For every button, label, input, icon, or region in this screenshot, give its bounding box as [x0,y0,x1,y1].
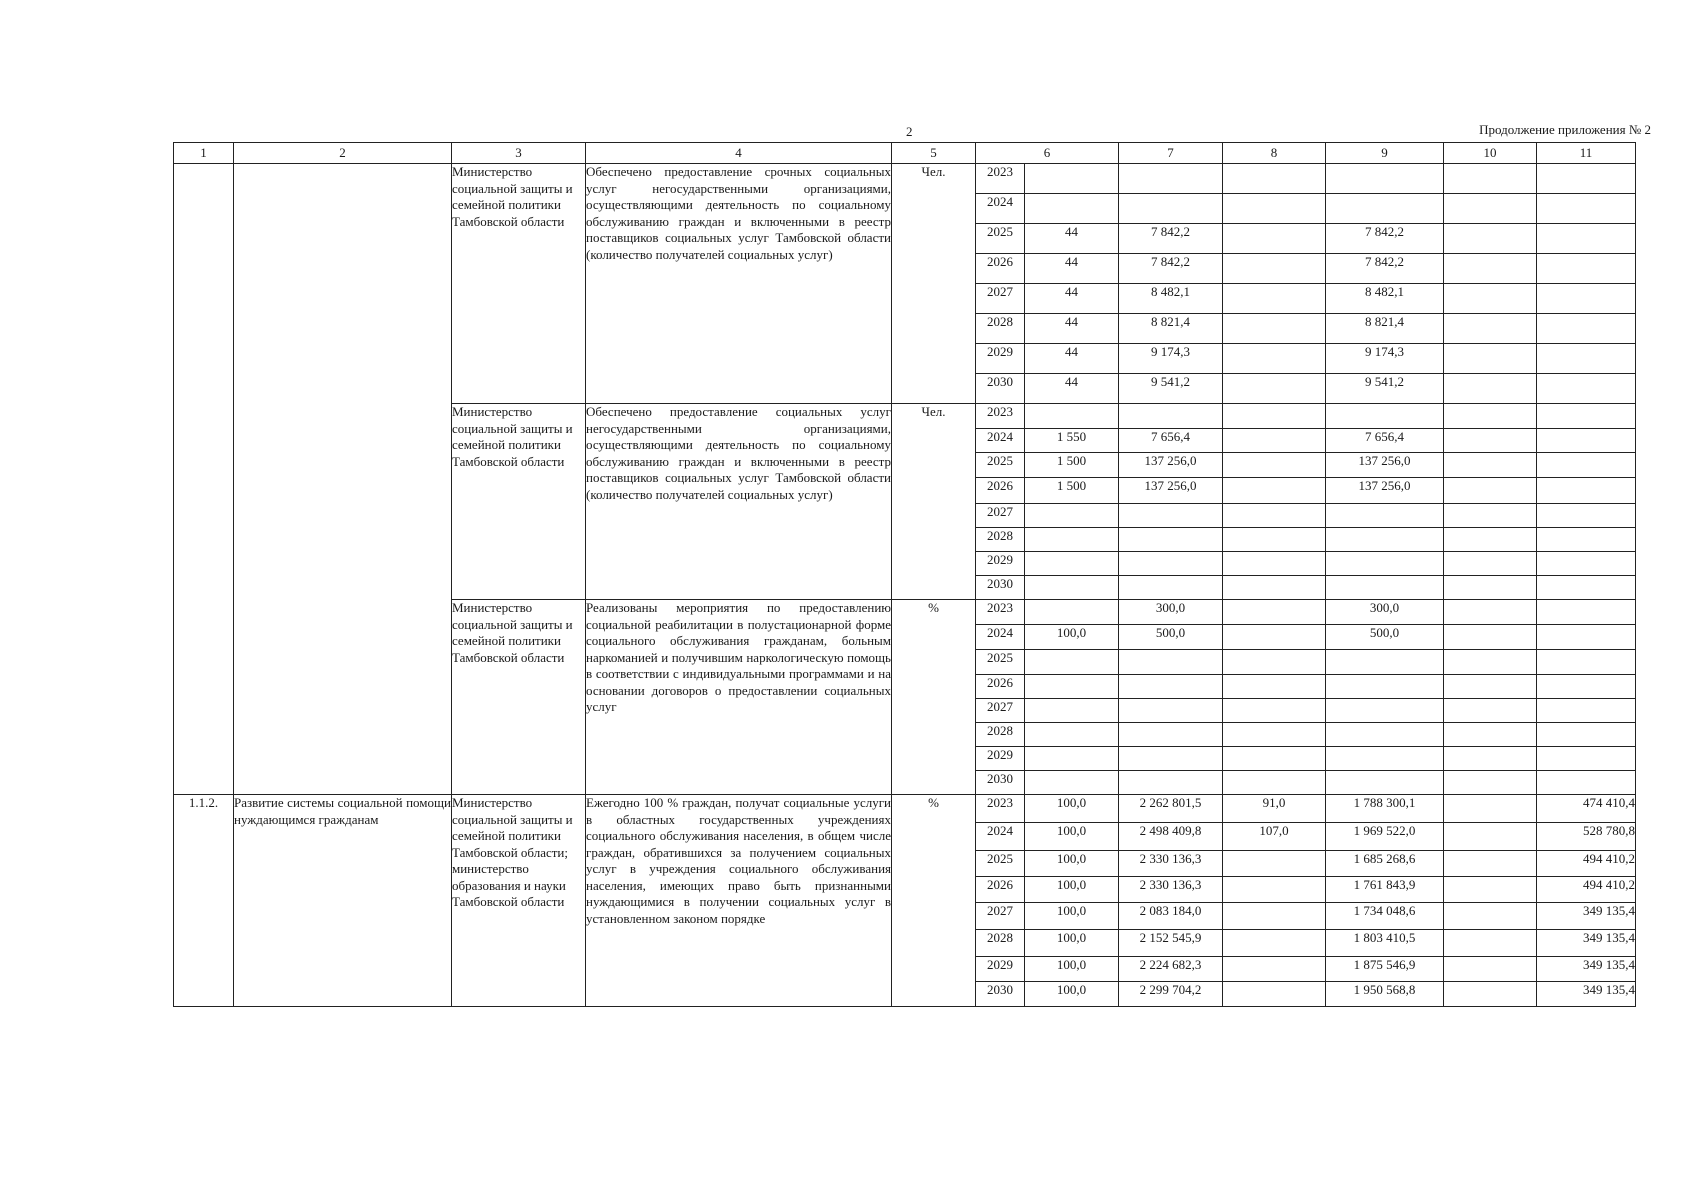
col8-cell [1223,699,1326,723]
col8-cell [1223,314,1326,344]
year-cell: 2024 [976,429,1025,453]
col7-cell: 9 174,3 [1119,344,1223,374]
col11-cell [1537,723,1636,747]
col11-cell: 494 410,2 [1537,877,1636,903]
col11-cell [1537,404,1636,429]
col8-cell [1223,453,1326,478]
col9-cell: 1 950 568,8 [1326,982,1444,1007]
col8-cell [1223,194,1326,224]
col9-cell [1326,771,1444,795]
col9-cell: 1 734 048,6 [1326,903,1444,930]
col8-cell [1223,404,1326,429]
col9-cell: 9 174,3 [1326,344,1444,374]
col8-cell [1223,771,1326,795]
col7-cell: 8 482,1 [1119,284,1223,314]
executor-cell: Министерство социальной защиты и семейной политики Тамбовской области [452,600,586,795]
result-cell: Реализованы мероприятия по предоставлению социальной реабилитации в полустационарной форме социального обслуживания гражданам, больным наркоманией и получившим наркологическую помощь в соответствии с индивидуальными программами и на основании договоров о предоставлении социальных услуг [586,600,892,795]
item-name-cell: Развитие системы социальной помощи нуждающимся гражданам [234,795,452,1007]
col8-cell: 91,0 [1223,795,1326,823]
col8-cell [1223,625,1326,650]
col10-cell [1444,284,1537,314]
col11-cell: 474 410,4 [1537,795,1636,823]
year-cell: 2030 [976,982,1025,1007]
table-row [174,164,1636,194]
col9-cell [1326,504,1444,528]
col11-cell [1537,314,1636,344]
col9-cell: 1 761 843,9 [1326,877,1444,903]
col10-cell [1444,982,1537,1007]
col6-cell [1025,164,1119,194]
table-row [174,795,1636,823]
year-cell: 2027 [976,699,1025,723]
col10-cell [1444,823,1537,851]
column-header: 11 [1537,143,1636,164]
col9-cell: 7 656,4 [1326,429,1444,453]
col6-cell [1025,650,1119,675]
col10-cell [1444,404,1537,429]
year-cell: 2026 [976,877,1025,903]
col7-cell: 2 224 682,3 [1119,957,1223,982]
year-cell: 2028 [976,723,1025,747]
col10-cell [1444,314,1537,344]
col11-cell [1537,429,1636,453]
result-cell: Обеспечено предоставление социальных услуг негосударственными организациями, осуществляющими деятельность по социальному обслуживанию граждан и включенными в реестр поставщиков социальных услуг Тамбовской области (количество получателей социальных услуг) [586,404,892,600]
col11-cell [1537,528,1636,552]
col8-cell [1223,982,1326,1007]
col7-cell [1119,194,1223,224]
col9-cell [1326,552,1444,576]
col9-cell: 1 685 268,6 [1326,851,1444,877]
col7-cell [1119,576,1223,600]
col8-cell [1223,675,1326,699]
col6-cell: 44 [1025,224,1119,254]
col10-cell [1444,478,1537,504]
col10-cell [1444,429,1537,453]
col10-cell [1444,795,1537,823]
col10-cell [1444,552,1537,576]
col9-cell: 500,0 [1326,625,1444,650]
col7-cell: 7 842,2 [1119,254,1223,284]
col9-cell: 8 482,1 [1326,284,1444,314]
col9-cell: 9 541,2 [1326,374,1444,404]
col10-cell [1444,254,1537,284]
column-header: 8 [1223,143,1326,164]
col8-cell [1223,429,1326,453]
col9-cell [1326,723,1444,747]
col7-cell [1119,504,1223,528]
col6-cell: 1 500 [1025,478,1119,504]
col11-cell [1537,374,1636,404]
col10-cell [1444,851,1537,877]
col9-cell [1326,194,1444,224]
col6-cell: 100,0 [1025,930,1119,957]
unit-cell: Чел. [892,164,976,404]
col11-cell [1537,600,1636,625]
column-header: 5 [892,143,976,164]
unit-cell: Чел. [892,404,976,600]
col11-cell [1537,552,1636,576]
col9-cell: 1 788 300,1 [1326,795,1444,823]
col8-cell [1223,877,1326,903]
col6-cell: 100,0 [1025,795,1119,823]
col7-cell [1119,528,1223,552]
year-cell: 2023 [976,404,1025,429]
col6-cell [1025,194,1119,224]
col7-cell: 2 330 136,3 [1119,851,1223,877]
year-cell: 2027 [976,284,1025,314]
col8-cell: 107,0 [1223,823,1326,851]
col8-cell [1223,851,1326,877]
col11-cell [1537,478,1636,504]
unit-cell: % [892,795,976,1007]
col9-cell: 1 875 546,9 [1326,957,1444,982]
col9-cell: 7 842,2 [1326,224,1444,254]
col7-cell [1119,675,1223,699]
col10-cell [1444,600,1537,625]
col8-cell [1223,747,1326,771]
col10-cell [1444,344,1537,374]
year-cell: 2029 [976,957,1025,982]
col11-cell [1537,453,1636,478]
col6-cell: 100,0 [1025,903,1119,930]
year-cell: 2030 [976,771,1025,795]
col10-cell [1444,194,1537,224]
col6-cell: 100,0 [1025,877,1119,903]
col11-cell [1537,699,1636,723]
col6-cell: 44 [1025,344,1119,374]
col7-cell [1119,164,1223,194]
col11-cell: 349 135,4 [1537,930,1636,957]
col8-cell [1223,254,1326,284]
col6-cell [1025,504,1119,528]
col6-cell: 1 500 [1025,453,1119,478]
year-cell: 2023 [976,795,1025,823]
col9-cell: 300,0 [1326,600,1444,625]
col8-cell [1223,374,1326,404]
col7-cell: 137 256,0 [1119,478,1223,504]
col11-cell [1537,254,1636,284]
col9-cell: 8 821,4 [1326,314,1444,344]
col11-cell [1537,625,1636,650]
col9-cell [1326,699,1444,723]
col9-cell [1326,650,1444,675]
column-header: 6 [976,143,1119,164]
program-table [173,142,1636,1007]
col10-cell [1444,504,1537,528]
col11-cell [1537,344,1636,374]
col11-cell [1537,650,1636,675]
unit-cell: % [892,600,976,795]
col6-cell: 100,0 [1025,625,1119,650]
item-code-cell [174,164,234,795]
col7-cell: 2 262 801,5 [1119,795,1223,823]
year-cell: 2024 [976,823,1025,851]
col6-cell [1025,552,1119,576]
col10-cell [1444,903,1537,930]
year-cell: 2025 [976,851,1025,877]
col6-cell: 100,0 [1025,982,1119,1007]
year-cell: 2026 [976,675,1025,699]
col6-cell: 100,0 [1025,957,1119,982]
col8-cell [1223,957,1326,982]
column-number-row [174,143,1636,164]
page-number: 2 [906,124,913,139]
col7-cell: 9 541,2 [1119,374,1223,404]
col6-cell: 1 550 [1025,429,1119,453]
col10-cell [1444,576,1537,600]
col6-cell: 44 [1025,314,1119,344]
col6-cell [1025,699,1119,723]
column-header: 10 [1444,143,1537,164]
col7-cell [1119,699,1223,723]
col10-cell [1444,528,1537,552]
col8-cell [1223,284,1326,314]
col9-cell [1326,576,1444,600]
col8-cell [1223,528,1326,552]
year-cell: 2029 [976,552,1025,576]
col8-cell [1223,552,1326,576]
col8-cell [1223,164,1326,194]
col9-cell: 137 256,0 [1326,478,1444,504]
col7-cell: 7 656,4 [1119,429,1223,453]
col6-cell: 100,0 [1025,851,1119,877]
item-code-cell: 1.1.2. [174,795,234,1007]
column-header: 9 [1326,143,1444,164]
col6-cell: 44 [1025,374,1119,404]
col9-cell [1326,528,1444,552]
col8-cell [1223,650,1326,675]
year-cell: 2025 [976,453,1025,478]
col8-cell [1223,344,1326,374]
year-cell: 2028 [976,930,1025,957]
year-cell: 2023 [976,164,1025,194]
column-header: 1 [174,143,234,164]
col9-cell [1326,404,1444,429]
col7-cell [1119,404,1223,429]
year-cell: 2024 [976,625,1025,650]
col7-cell [1119,552,1223,576]
col10-cell [1444,164,1537,194]
col10-cell [1444,930,1537,957]
col6-cell [1025,723,1119,747]
col8-cell [1223,478,1326,504]
col10-cell [1444,957,1537,982]
year-cell: 2028 [976,528,1025,552]
col10-cell [1444,771,1537,795]
col6-cell [1025,600,1119,625]
col11-cell: 528 780,8 [1537,823,1636,851]
year-cell: 2024 [976,194,1025,224]
col8-cell [1223,930,1326,957]
year-cell: 2023 [976,600,1025,625]
col8-cell [1223,224,1326,254]
col7-cell [1119,747,1223,771]
col6-cell: 100,0 [1025,823,1119,851]
col7-cell: 2 330 136,3 [1119,877,1223,903]
col6-cell: 44 [1025,284,1119,314]
col6-cell [1025,576,1119,600]
col9-cell [1326,747,1444,771]
year-cell: 2029 [976,344,1025,374]
year-cell: 2026 [976,478,1025,504]
col7-cell: 2 152 545,9 [1119,930,1223,957]
col11-cell: 349 135,4 [1537,957,1636,982]
col9-cell [1326,164,1444,194]
col11-cell [1537,576,1636,600]
col7-cell: 2 498 409,8 [1119,823,1223,851]
year-cell: 2029 [976,747,1025,771]
col11-cell: 349 135,4 [1537,903,1636,930]
executor-cell: Министерство социальной защиты и семейной политики Тамбовской области; министерство образования и науки Тамбовской области [452,795,586,1007]
result-cell: Ежегодно 100 % граждан, получат социальные услуги в областных государственных учреждениях социального обслуживания населения, в общем числе граждан, обратившихся за получением социальных услуг в учреждения социального обслуживания населения, имеющих право быть признанными нуждающимися в получении социальных услуг в установленном законом порядке [586,795,892,1007]
col7-cell: 137 256,0 [1119,453,1223,478]
col10-cell [1444,650,1537,675]
col10-cell [1444,675,1537,699]
col10-cell [1444,747,1537,771]
col9-cell: 1 969 522,0 [1326,823,1444,851]
col6-cell: 44 [1025,254,1119,284]
col7-cell [1119,650,1223,675]
column-header: 3 [452,143,586,164]
col8-cell [1223,504,1326,528]
result-cell: Обеспечено предоставление срочных социальных услуг негосударственными организациями, осуществляющими деятельность по социальному обслуживанию граждан и включенными в реестр поставщиков социальных услуг Тамбовской области (количество получателей социальных услуг) [586,164,892,404]
col7-cell: 500,0 [1119,625,1223,650]
col11-cell [1537,194,1636,224]
col10-cell [1444,723,1537,747]
col9-cell: 7 842,2 [1326,254,1444,284]
column-header: 4 [586,143,892,164]
col6-cell [1025,675,1119,699]
col6-cell [1025,528,1119,552]
col7-cell [1119,723,1223,747]
col7-cell: 300,0 [1119,600,1223,625]
col8-cell [1223,723,1326,747]
year-cell: 2030 [976,576,1025,600]
col7-cell: 7 842,2 [1119,224,1223,254]
col9-cell: 137 256,0 [1326,453,1444,478]
col11-cell [1537,164,1636,194]
col11-cell [1537,224,1636,254]
col10-cell [1444,699,1537,723]
col11-cell [1537,284,1636,314]
col11-cell: 349 135,4 [1537,982,1636,1007]
col7-cell [1119,771,1223,795]
col7-cell: 2 299 704,2 [1119,982,1223,1007]
col10-cell [1444,224,1537,254]
col11-cell [1537,747,1636,771]
column-header: 7 [1119,143,1223,164]
col6-cell [1025,404,1119,429]
year-cell: 2025 [976,224,1025,254]
continuation-label: Продолжение приложения № 2 [1479,122,1651,137]
year-cell: 2027 [976,903,1025,930]
executor-cell: Министерство социальной защиты и семейной политики Тамбовской области [452,404,586,600]
item-name-cell [234,164,452,795]
col11-cell [1537,504,1636,528]
col8-cell [1223,600,1326,625]
year-cell: 2030 [976,374,1025,404]
year-cell: 2028 [976,314,1025,344]
col6-cell [1025,747,1119,771]
col8-cell [1223,903,1326,930]
col11-cell [1537,675,1636,699]
year-cell: 2025 [976,650,1025,675]
col10-cell [1444,453,1537,478]
col6-cell [1025,771,1119,795]
year-cell: 2026 [976,254,1025,284]
col10-cell [1444,877,1537,903]
col8-cell [1223,576,1326,600]
col11-cell [1537,771,1636,795]
table-body [174,164,1636,1007]
col7-cell: 2 083 184,0 [1119,903,1223,930]
col10-cell [1444,625,1537,650]
col9-cell: 1 803 410,5 [1326,930,1444,957]
executor-cell: Министерство социальной защиты и семейной политики Тамбовской области [452,164,586,404]
column-header: 2 [234,143,452,164]
col9-cell [1326,675,1444,699]
year-cell: 2027 [976,504,1025,528]
col10-cell [1444,374,1537,404]
col11-cell: 494 410,2 [1537,851,1636,877]
col7-cell: 8 821,4 [1119,314,1223,344]
